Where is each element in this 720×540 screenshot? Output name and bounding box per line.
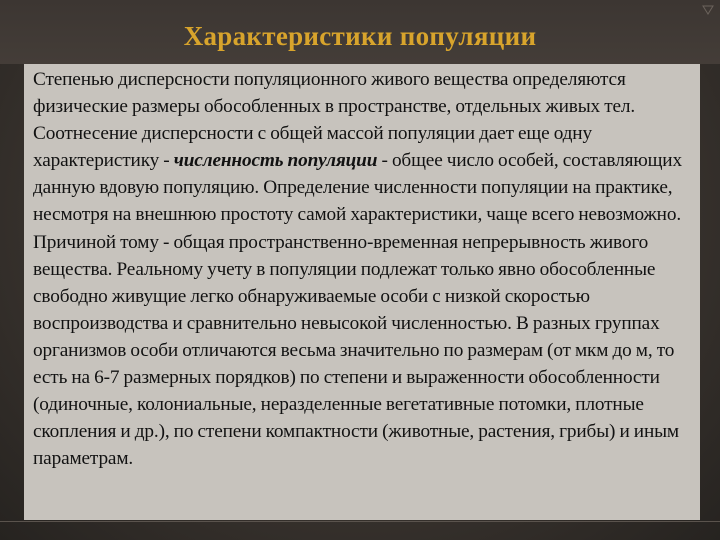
body-paragraph <box>33 66 692 472</box>
corner-triangle-icon <box>700 2 716 18</box>
body-text-part-1: Степенью дисперсности популяционного живого вещества определяются физические размеры обособленных в пространстве, отдельных живых тел. Соотнесение дисперсности с общей массой популяции дает еще одну характеристику - <box>33 69 636 172</box>
bottom-divider <box>0 521 720 522</box>
slide-title: Характеристики популяции <box>183 21 537 51</box>
content-box <box>24 64 700 520</box>
body-text-part-2: - общее число особей, составляющих данную вдовую популяцию. Определение численности популяции на практике, несмотря на внешнюю простоту самой характеристики, чаще всего невозможно. Причиной тому - общая пространственно-временная непрерывность живого вещества. Реальному учету в популяции подлежат только явно обособленные свободно живущие легко обнаруживаемые особи с низкой скоростью воспроизводства и сравнительно невысокой численностью. В разных группах организмов особи отличаются весьма значительно по размерам (от мкм до м, то есть на 6-7 размерных порядков) по степени и выраженности обособленности (одиночные, колониальные, неразделенные вегетативные потомки, плотные скопления и др.), по степени компактности (животные, растения, грибы) и иным параметрам. <box>33 150 682 470</box>
body-text-emphasis: численность популяции <box>173 150 378 172</box>
